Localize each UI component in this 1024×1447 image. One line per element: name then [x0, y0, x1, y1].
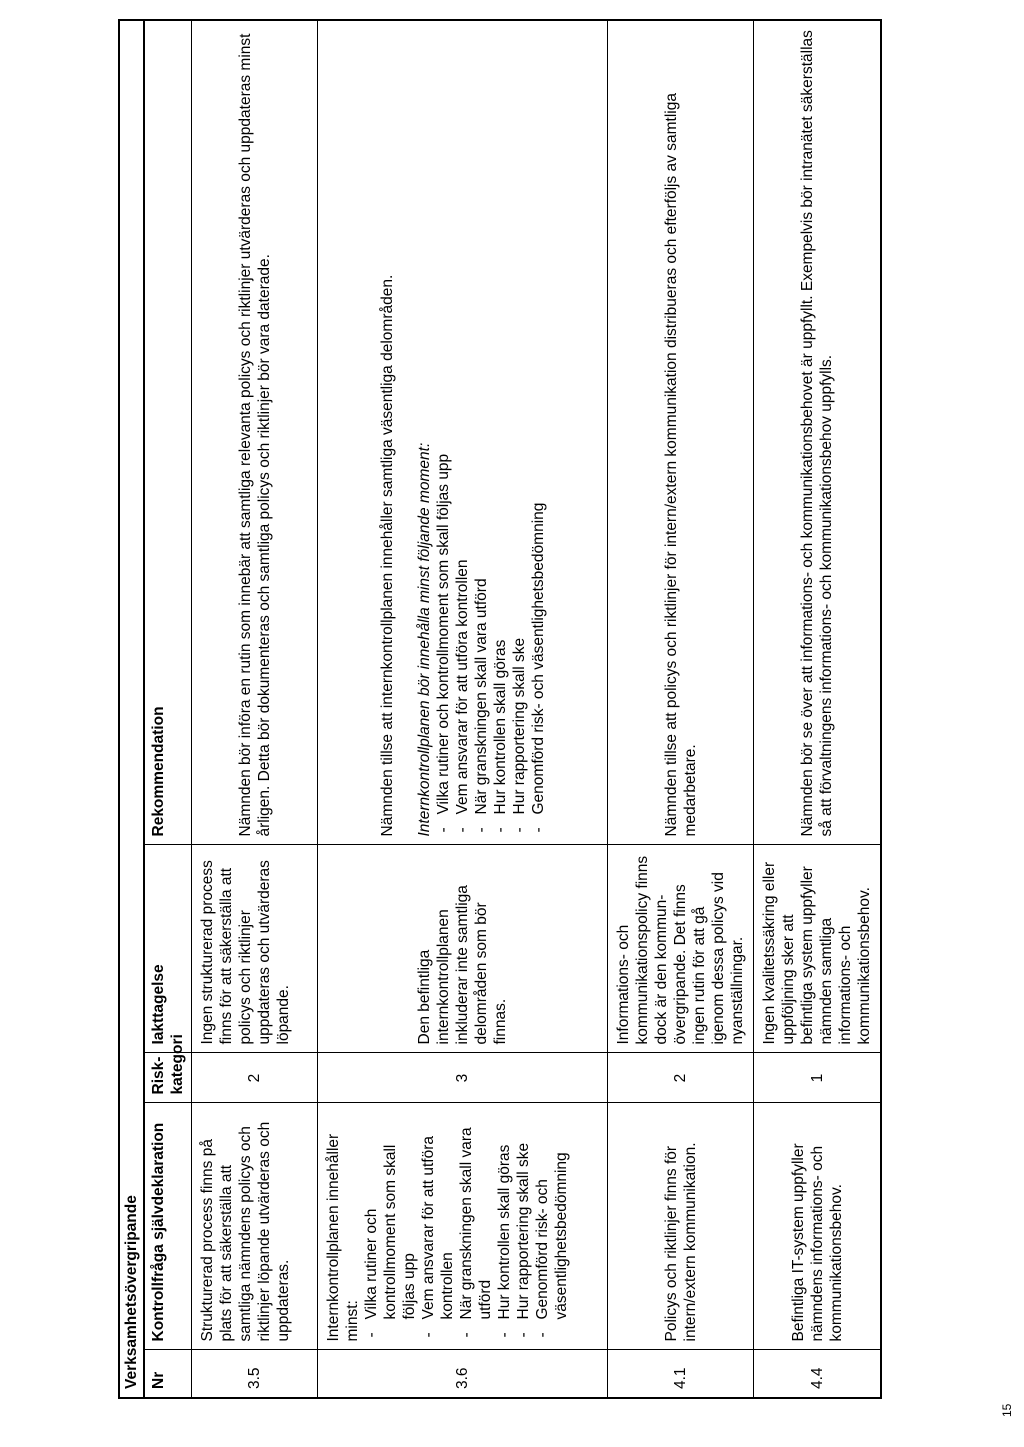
row-rekommendation: Nämnden bör se över att informations- och kommunikationsbehovet är uppfyllt. Exempelvis bör intranätet säkerställas så att förvaltningens informations- och kommunikationsbehov uppfylls. — [754, 20, 882, 845]
table-row — [608, 20, 754, 1398]
kontrollfraga-intro: Internkontrollplanen innehåller minst: — [325, 1133, 361, 1342]
list-item: - Hur kontrollen skall göras — [491, 29, 510, 837]
row-nr: 3.5 — [192, 1350, 318, 1398]
table-row — [318, 20, 608, 1398]
list-item: - Genomförd risk- och väsentlighetsbedömning — [529, 29, 548, 837]
row-rekommendation: Nämnden bör införa en rutin som innebär att samtliga relevanta policys och riktlinjer utvärderas och uppdateras minst årligen. Detta bör dokumenteras och samtliga policys och riktlinjer bör vara daterade. — [192, 20, 318, 845]
row-iakttagelse: Ingen kvalitetssäkring eller uppföljning sker att befintliga system uppfyller nämnden samtliga informations- och kommunikationsbehov. — [754, 845, 882, 1053]
header-row — [144, 20, 192, 1398]
table-row — [192, 20, 318, 1398]
row-iakttagelse: Informations- och kommunikationspolicy finns dock är den kommun-övergripande. Det finns ingen rutin för att gå igenom dessa policys vid nyanställningar. — [608, 845, 754, 1053]
row-nr: 3.6 — [318, 1350, 608, 1398]
header-iakttagelse: Iakttagelse — [144, 845, 192, 1053]
header-kontrollfraga: Kontrollfråga självdeklaration — [144, 1103, 192, 1350]
row-kontrollfraga: Befintliga IT-system uppfyller nämndens informations- och kommunikationsbehov. — [754, 1103, 882, 1350]
header-nr: Nr — [144, 1350, 192, 1398]
row-iakttagelse: Den befintliga internkontrollplanen inkluderar inte samtliga delområden som bör finnas. — [318, 845, 608, 1053]
row-rekommendation — [318, 20, 608, 845]
header-risk: Risk-kategori — [144, 1053, 192, 1103]
report-table — [118, 19, 882, 1399]
row-risk: 1 — [754, 1053, 882, 1103]
list-item: - Vilka rutiner och kontrollmoment som skall följas upp — [362, 1112, 419, 1342]
row-kontrollfraga — [318, 1103, 608, 1350]
list-item: - Vem ansvarar för att utföra kontrollen — [419, 1112, 457, 1342]
list-item: - Genomförd risk- och väsentlighetsbedömning — [533, 1112, 571, 1342]
row-iakttagelse: Ingen strukturerad process finns för att säkerställa att policys och riktlinjer uppdateras och utvärderas löpande. — [192, 845, 318, 1053]
kontrollfraga-list — [362, 1112, 571, 1342]
list-item: - När granskningen skall vara utförd — [457, 1112, 495, 1342]
list-item: - Hur rapportering skall ske — [514, 1112, 533, 1342]
page-number: 15 — [1000, 1403, 1014, 1417]
header-rekommendation: Rekommendation — [144, 20, 192, 845]
section-banner — [119, 20, 144, 1398]
section-title: Verksamhetsövergripande — [119, 20, 144, 1398]
row-nr: 4.1 — [608, 1350, 754, 1398]
row-kontrollfraga: Strukturerad process finns på plats för att säkerställa att samtliga nämndens policys och riktlinjer löpande utvärderas och uppdateras. — [192, 1103, 318, 1350]
row-risk: 2 — [192, 1053, 318, 1103]
list-item: - Hur rapportering skall ske — [510, 29, 529, 837]
row-risk: 3 — [318, 1053, 608, 1103]
row-rekommendation: Nämnden tillse att policys och riktlinjer för intern/extern kommunikation distribueras och efterföljs av samtliga medarbetare. — [608, 20, 754, 845]
rekommendation-list — [434, 29, 548, 837]
rekommendation-intro: Internkontrollplanen bör innehålla minst följande moment: — [415, 442, 433, 837]
row-kontrollfraga: Policys och riktlinjer finns för intern/extern kommunikation. — [608, 1103, 754, 1350]
table-row — [754, 20, 882, 1398]
list-item: - Hur kontrollen skall göras — [495, 1112, 514, 1342]
list-item: - När granskningen skall vara utförd — [472, 29, 491, 837]
row-risk: 2 — [608, 1053, 754, 1103]
rekommendation-text: Nämnden tillse att internkontrollplanen innehåller samtliga väsentliga delområden. — [378, 274, 396, 837]
list-item: - Vilka rutiner och kontrollmoment som skall följas upp — [434, 29, 453, 837]
row-nr: 4.4 — [754, 1350, 882, 1398]
list-item: - Vem ansvarar för att utföra kontrollen — [453, 29, 472, 837]
